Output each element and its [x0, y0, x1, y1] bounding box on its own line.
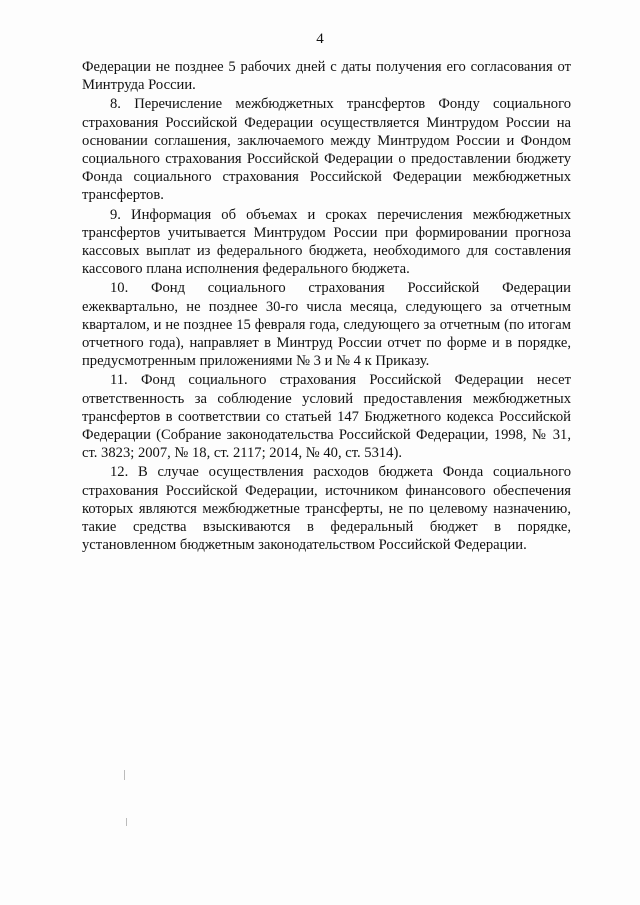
paragraph-11: 11. Фонд социального страхования Российской Федерации несет ответственность за соблюдение условий предоставления межбюджетных трансфертов в соответствии со статьей 147 Бюджетного кодекса Российской Федерации (Собрание законодательства Российской Федерации, 1998, № 31, ст. 3823; 2007, № 18, ст. 2117; 2014, № 40, ст. 5314). — [82, 372, 571, 462]
paragraph-10: 10. Фонд социального страхования Российской Федерации ежеквартально, не позднее 30-го числа месяца, следующего за отчетным кварталом, и не позднее 15 февраля года, следующего за отчетным (по итогам отчетного года), направляет в Минтруд России отчет по форме и в порядке, предусмотренным приложениями № 3 и № 4 к Приказу. — [82, 280, 571, 370]
paragraph-12: 12. В случае осуществления расходов бюджета Фонда социального страхования Российской Федерации, источником финансового обеспечения которых являются межбюджетные трансферты, не по целевому назначению, такие средства взыскиваются в федеральный бюджет в порядке, установленном бюджетным законодательством Российской Федерации. — [82, 464, 571, 554]
body-text — [82, 58, 571, 555]
scan-artifact-mark — [126, 818, 127, 826]
scan-artifact-mark — [124, 770, 125, 780]
paragraph-9: 9. Информация об объемах и сроках перечисления межбюджетных трансфертов учитывается Минтрудом России при формировании прогноза кассовых выплат из федерального бюджета, необходимого для составления кассового плана исполнения федерального бюджета. — [82, 206, 571, 278]
paragraph-8: 8. Перечисление межбюджетных трансфертов Фонду социального страхования Российской Федерации осуществляется Минтрудом России на основании соглашения, заключаемого между Минтрудом России и Фондом социального страхования Российской Федерации о предоставлении бюджету Фонда социального страхования Российской Федерации межбюджетных трансфертов. — [82, 96, 571, 204]
page-number: 4 — [316, 31, 324, 47]
paragraph-continuation: Федерации не позднее 5 рабочих дней с даты получения его согласования от Минтруда России. — [82, 59, 571, 94]
